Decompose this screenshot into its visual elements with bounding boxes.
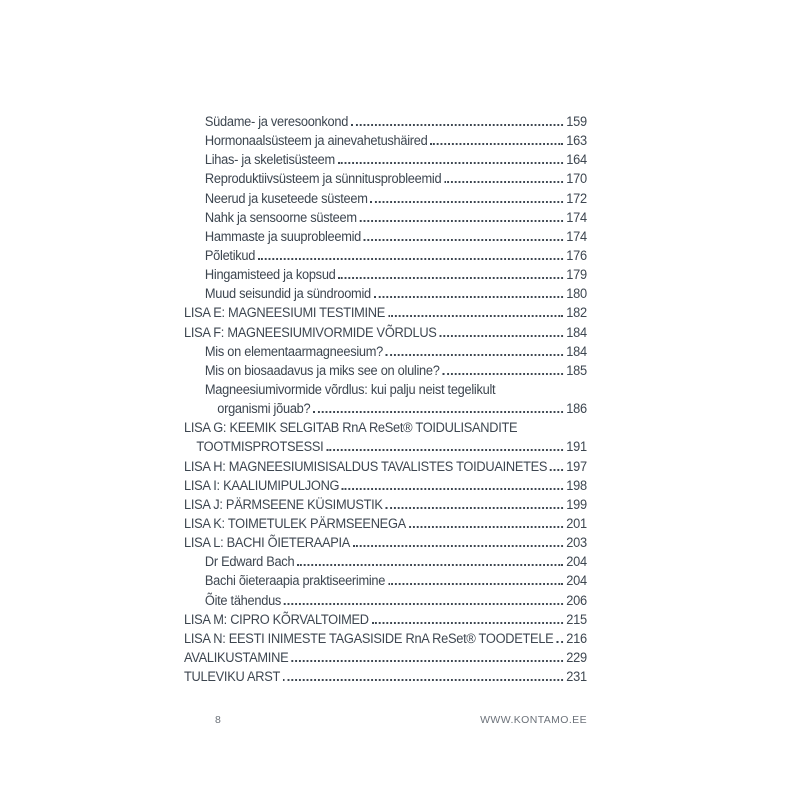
toc-leader-dots (364, 239, 564, 241)
toc-entry-page: 185 (566, 362, 587, 378)
toc-leader-dots (388, 583, 563, 585)
toc-entry-label: Hormonaalsüsteem ja ainevahetushäired (204, 133, 428, 149)
toc-entry (184, 610, 587, 629)
toc-entry-label: Mis on elementaarmagneesium? (204, 343, 383, 359)
toc-entry-page: 174 (566, 209, 587, 225)
toc-entry-page: 199 (566, 496, 587, 512)
toc-entry-page: 186 (566, 401, 587, 417)
toc-entry-page: 198 (566, 477, 587, 493)
toc-entry-label: LISA K: TOIMETULEK PÄRMSEENEGA (184, 515, 406, 531)
toc-leader-dots (439, 335, 563, 337)
toc-entry (184, 476, 587, 495)
toc-entry-label: LISA J: PÄRMSEENE KÜSIMUSTIK (184, 496, 383, 512)
toc-entry (184, 265, 587, 284)
toc-entry-label: Hingamisteed ja kopsud (204, 267, 336, 283)
footer-page-number: 8 (215, 714, 222, 726)
page-footer (184, 713, 587, 727)
toc-leader-dots (374, 296, 564, 298)
toc-leader-dots (556, 641, 563, 643)
toc-entry-page: 170 (566, 171, 587, 187)
toc-entry-label: LISA I: KAALIUMIPULJONG (184, 477, 340, 493)
toc-entry-label: Hammaste ja suuprobleemid (204, 228, 362, 244)
toc-leader-dots (430, 143, 563, 145)
toc-entry (184, 648, 587, 667)
toc-entry-page: 179 (566, 267, 587, 283)
toc-entry (184, 571, 587, 590)
toc-entry-label: Mis on biosaadavus ja miks see on oluline? (204, 362, 440, 378)
toc-entry (184, 629, 587, 648)
toc-entry-page: 203 (566, 535, 587, 551)
toc-entry-page: 164 (566, 152, 587, 168)
toc-entry-page: 206 (566, 592, 587, 608)
toc-leader-dots (297, 564, 563, 566)
toc-leader-dots (372, 622, 564, 624)
toc-entry-page: 184 (566, 343, 587, 359)
toc-leader-dots (370, 201, 563, 203)
toc-entry-label: Bachi õieteraapia praktiseerimine (204, 573, 386, 589)
toc-leader-dots (388, 315, 564, 317)
toc-entry-label: Südame- ja veresoonkond (204, 114, 349, 129)
toc-entry-label: LISA L: BACHI ÕIETERAAPIA (184, 535, 351, 551)
toc-entry (184, 323, 587, 342)
toc-entry (184, 361, 587, 380)
toc-leader-dots (442, 373, 563, 375)
toc-leader-dots (338, 277, 563, 279)
toc-leader-dots (386, 354, 564, 356)
toc-list (184, 112, 587, 686)
toc-entry-label: TULEVIKU ARST (184, 669, 281, 685)
toc-leader-dots (258, 258, 563, 260)
toc-entry-page: 176 (566, 247, 587, 263)
toc-entry-page: 229 (566, 649, 587, 665)
footer-website: WWW.KONTAMO.EE (480, 714, 587, 726)
toc-entry (184, 399, 587, 418)
toc-entry (184, 552, 587, 571)
toc-entry-page: 215 (566, 611, 587, 627)
toc-entry (184, 208, 587, 227)
toc-entry-label: Reproduktiivsüsteem ja sünnitusprobleemid (204, 171, 442, 187)
toc-entry (184, 112, 587, 131)
toc-entry-label: Magneesiumivormide võrdlus: kui palju neist tegelikult (204, 381, 496, 397)
toc-entry (184, 514, 587, 533)
toc-entry (184, 169, 587, 188)
toc-leader-dots (550, 469, 563, 471)
toc-entry (184, 457, 587, 476)
toc-entry (184, 284, 587, 303)
toc-entry-label: Nahk ja sensoorne süsteem (204, 209, 357, 225)
toc-entry-label: LISA M: CIPRO KÕRVALTOIMED (184, 611, 369, 627)
toc-entry (184, 303, 587, 322)
toc-entry (184, 246, 587, 265)
toc-entry (184, 227, 587, 246)
toc-entry (184, 380, 587, 399)
toc-leader-dots (353, 545, 563, 547)
toc-entry-label: LISA G: KEEMIK SELGITAB RnA ReSet® TOIDULISANDITE (184, 420, 518, 436)
toc-entry-label: Muud seisundid ja sündroomid (204, 286, 371, 302)
toc-leader-dots (284, 603, 563, 605)
toc-leader-dots (326, 449, 563, 451)
toc-entry-page: 180 (566, 286, 587, 302)
toc-entry-page: 204 (566, 573, 587, 589)
toc-leader-dots (444, 181, 563, 183)
toc-leader-dots (360, 220, 564, 222)
toc-entry-page: 204 (566, 554, 587, 570)
toc-entry-label: LISA N: EESTI INIMESTE TAGASISIDE RnA ReSet® TOODETELE (184, 630, 554, 646)
toc-entry (184, 150, 587, 169)
toc-entry-label: Õite tähendus (204, 592, 282, 608)
toc-entry-label: Põletikud (204, 247, 256, 263)
toc-entry-label: LISA F: MAGNEESIUMIVORMIDE VÕRDLUS (184, 324, 437, 340)
toc-leader-dots (409, 526, 564, 528)
toc-entry (184, 418, 587, 437)
toc-entry-label: Lihas- ja skeletisüsteem (204, 152, 335, 168)
toc-entry (184, 189, 587, 208)
toc-entry-page: 172 (566, 190, 587, 206)
toc-entry (184, 591, 587, 610)
toc-entry-page: 163 (566, 133, 587, 149)
toc-leader-dots (313, 411, 563, 413)
toc-entry (184, 437, 587, 456)
toc-entry (184, 131, 587, 150)
toc-entry-label: LISA H: MAGNEESIUMISISALDUS TAVALISTES TOIDUAINETES (184, 458, 548, 474)
toc-leader-dots (338, 162, 564, 164)
toc-entry-label: AVALIKUSTAMINE (184, 649, 289, 665)
toc-entry (184, 495, 587, 514)
toc-leader-dots (351, 124, 563, 126)
toc-entry-label: organismi jõuab? (217, 401, 311, 417)
toc-entry (184, 667, 587, 686)
toc-leader-dots (342, 488, 563, 490)
toc-entry-label: Dr Edward Bach (204, 554, 295, 570)
toc-entry-page: 201 (566, 515, 587, 531)
toc-entry-page: 231 (566, 669, 587, 685)
toc-entry-page: 216 (566, 630, 587, 646)
toc-entry-label: Neerud ja kuseteede süsteem (204, 190, 368, 206)
toc-leader-dots (386, 507, 564, 509)
toc-entry-page: 197 (566, 458, 587, 474)
toc-leader-dots (291, 660, 563, 662)
toc-entry (184, 533, 587, 552)
toc-entry-label: LISA E: MAGNEESIUMI TESTIMINE (184, 305, 386, 321)
toc-entry-page: 159 (566, 114, 587, 129)
toc-leader-dots (283, 679, 563, 681)
toc-entry-label: TOOTMISPROTSESSI (196, 439, 324, 455)
toc-entry-page: 182 (566, 305, 587, 321)
toc-entry (184, 342, 587, 361)
toc-entry-page: 191 (566, 439, 587, 455)
toc-entry-page: 174 (566, 228, 587, 244)
toc-entry-page: 184 (566, 324, 587, 340)
